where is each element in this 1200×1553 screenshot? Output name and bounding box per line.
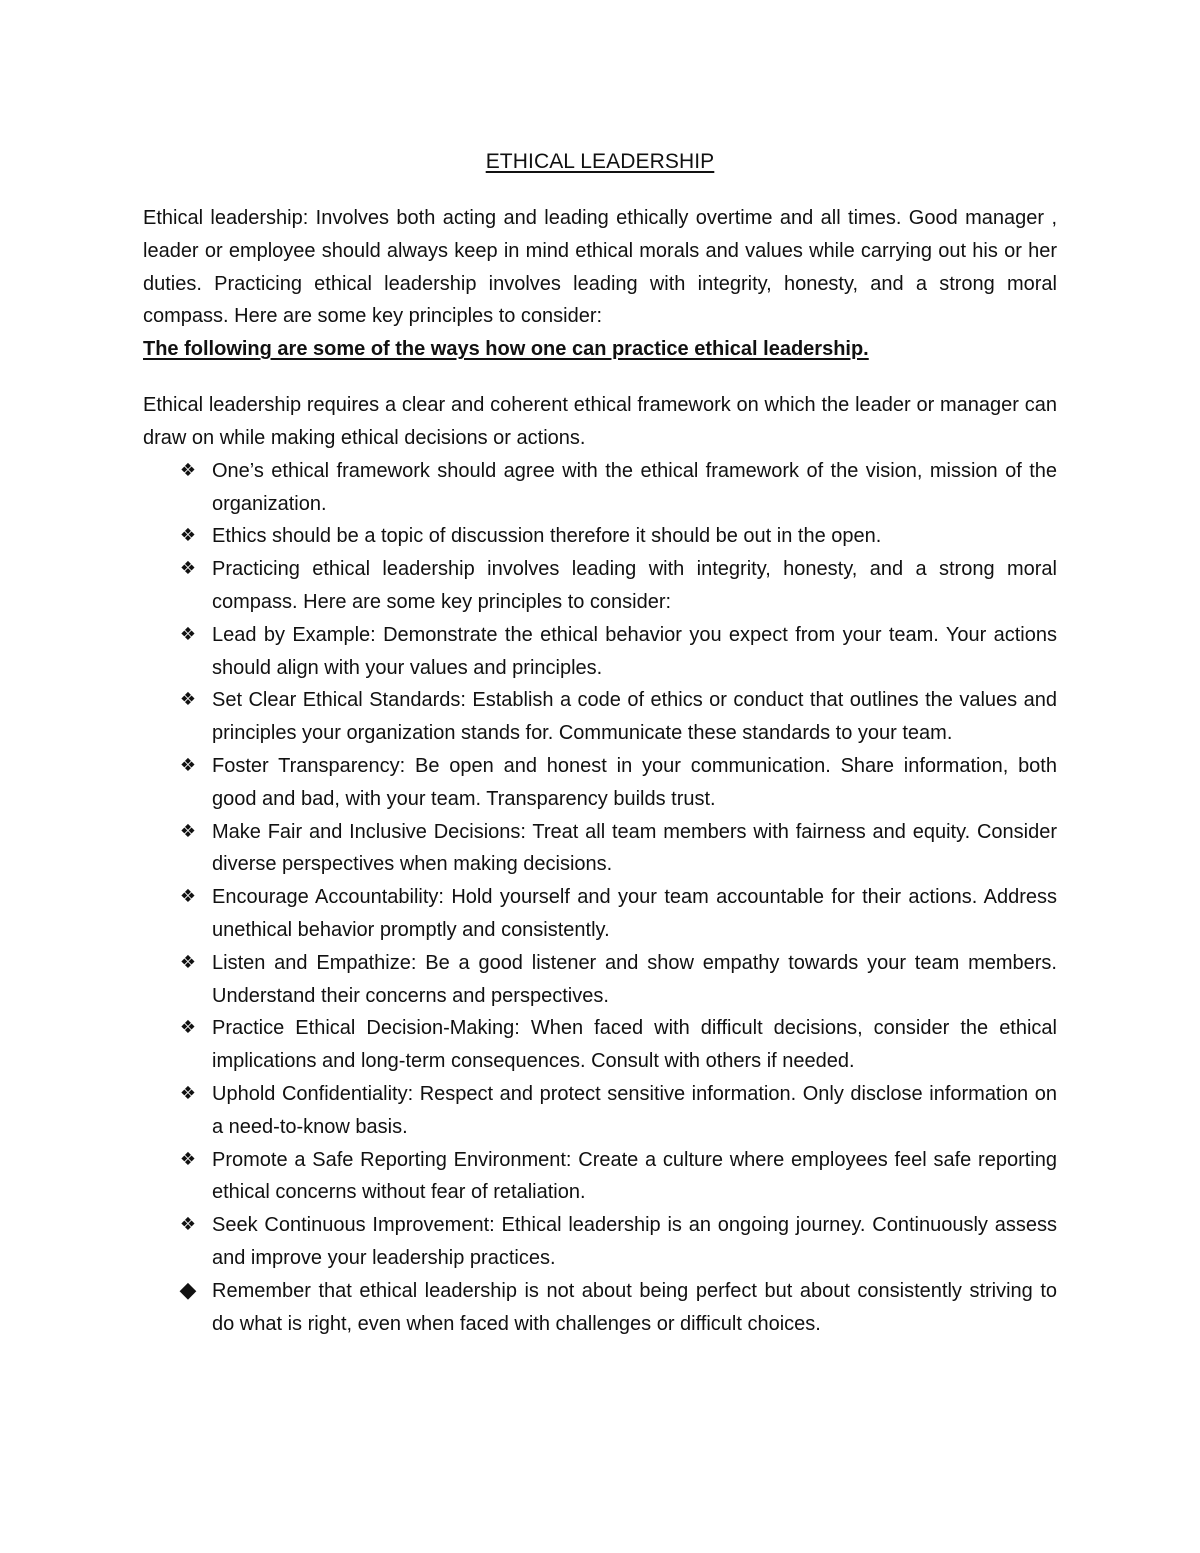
list-item-text: Promote a Safe Reporting Environment: Create a culture where employees feel safe reporting ethical concerns without fear of retaliation. [212, 1148, 1057, 1204]
four-diamond-icon: ❖ [179, 1017, 197, 1039]
four-diamond-icon: ❖ [179, 951, 197, 973]
list-item [143, 1144, 1057, 1210]
list-item [143, 553, 1057, 619]
list-item-text: Ethics should be a topic of discussion therefore it should be out in the open. [212, 525, 882, 548]
four-diamond-icon: ❖ [179, 1148, 197, 1170]
section-subheading: The following are some of the ways how one can practice ethical leadership. [143, 338, 869, 361]
list-item-text: Uphold Confidentiality: Respect and protect sensitive information. Only disclose information on a need-to-know basis. [212, 1082, 1057, 1138]
list-item-text: Seek Continuous Improvement: Ethical leadership is an ongoing journey. Continuously assess and improve your leadership practices. [212, 1214, 1057, 1269]
list-item [143, 1012, 1057, 1078]
four-diamond-icon: ❖ [179, 459, 197, 481]
framework-paragraph: Ethical leadership requires a clear and coherent ethical framework on which the leader or manager can draw on while making ethical decisions or actions. [143, 394, 1057, 449]
list-item [143, 619, 1057, 685]
list-item [143, 520, 1057, 553]
list-item-text: One’s ethical framework should agree with the ethical framework of the vision, mission of the organization. [212, 459, 1057, 515]
list-item [143, 1209, 1057, 1275]
list-item-text: Foster Transparency: Be open and honest in your communication. Share information, both good and bad, with your team. Transparency builds trust. [212, 754, 1057, 810]
list-item-text: Encourage Accountability: Hold yourself and your team accountable for their actions. Address unethical behavior promptly and consistently. [212, 886, 1057, 941]
list-item [143, 1275, 1057, 1341]
principles-list [143, 455, 1057, 1341]
list-item [143, 881, 1057, 947]
list-item [143, 1078, 1057, 1144]
list-item [143, 816, 1057, 882]
list-item [143, 750, 1057, 816]
list-item-text: Make Fair and Inclusive Decisions: Treat all team members with fairness and equity. Consider diverse perspectives when making decisions. [212, 820, 1057, 876]
list-item-text: Listen and Empathize: Be a good listener and show empathy towards your team members. Understand their concerns and perspectives. [212, 951, 1057, 1007]
four-diamond-icon: ❖ [179, 1082, 197, 1104]
four-diamond-icon: ❖ [179, 689, 197, 711]
list-item-text: Lead by Example: Demonstrate the ethical behavior you expect from your team. Your actions should align with your values and principles. [212, 623, 1057, 679]
list-item [143, 455, 1057, 521]
list-item-text: Practicing ethical leadership involves leading with integrity, honesty, and a strong moral compass. Here are some key principles to consider: [212, 558, 1057, 613]
four-diamond-icon: ❖ [179, 886, 197, 908]
four-diamond-icon: ❖ [179, 754, 197, 776]
four-diamond-icon: ❖ [179, 623, 197, 645]
four-diamond-icon: ❖ [179, 1214, 197, 1236]
list-item [143, 947, 1057, 1013]
list-item-text: Practice Ethical Decision-Making: When faced with difficult decisions, consider the ethical implications and long-term consequences. Consult with others if needed. [212, 1017, 1057, 1073]
document-page [143, 140, 1057, 1340]
intro-paragraph: Ethical leadership: Involves both acting and leading ethically overtime and all times. Good manager , leader or employee should always keep in mind ethical morals and values while carrying out his or her duties. Practicing ethical leadership involves leading with integrity, honesty, and a strong moral compass. Here are some key principles to consider: [143, 207, 1057, 328]
four-diamond-icon: ❖ [179, 558, 197, 580]
filled-diamond-icon: ◆ [179, 1277, 197, 1303]
list-item-text: Remember that ethical leadership is not about being perfect but about consistently striving to do what is right, even when faced with challenges or difficult choices. [212, 1279, 1057, 1335]
list-item-text: Set Clear Ethical Standards: Establish a code of ethics or conduct that outlines the values and principles your organization stands for. Communicate these standards to your team. [212, 689, 1057, 745]
list-item [143, 684, 1057, 750]
four-diamond-icon: ❖ [179, 820, 197, 842]
four-diamond-icon: ❖ [179, 525, 197, 547]
document-title: ETHICAL LEADERSHIP [485, 150, 715, 173]
